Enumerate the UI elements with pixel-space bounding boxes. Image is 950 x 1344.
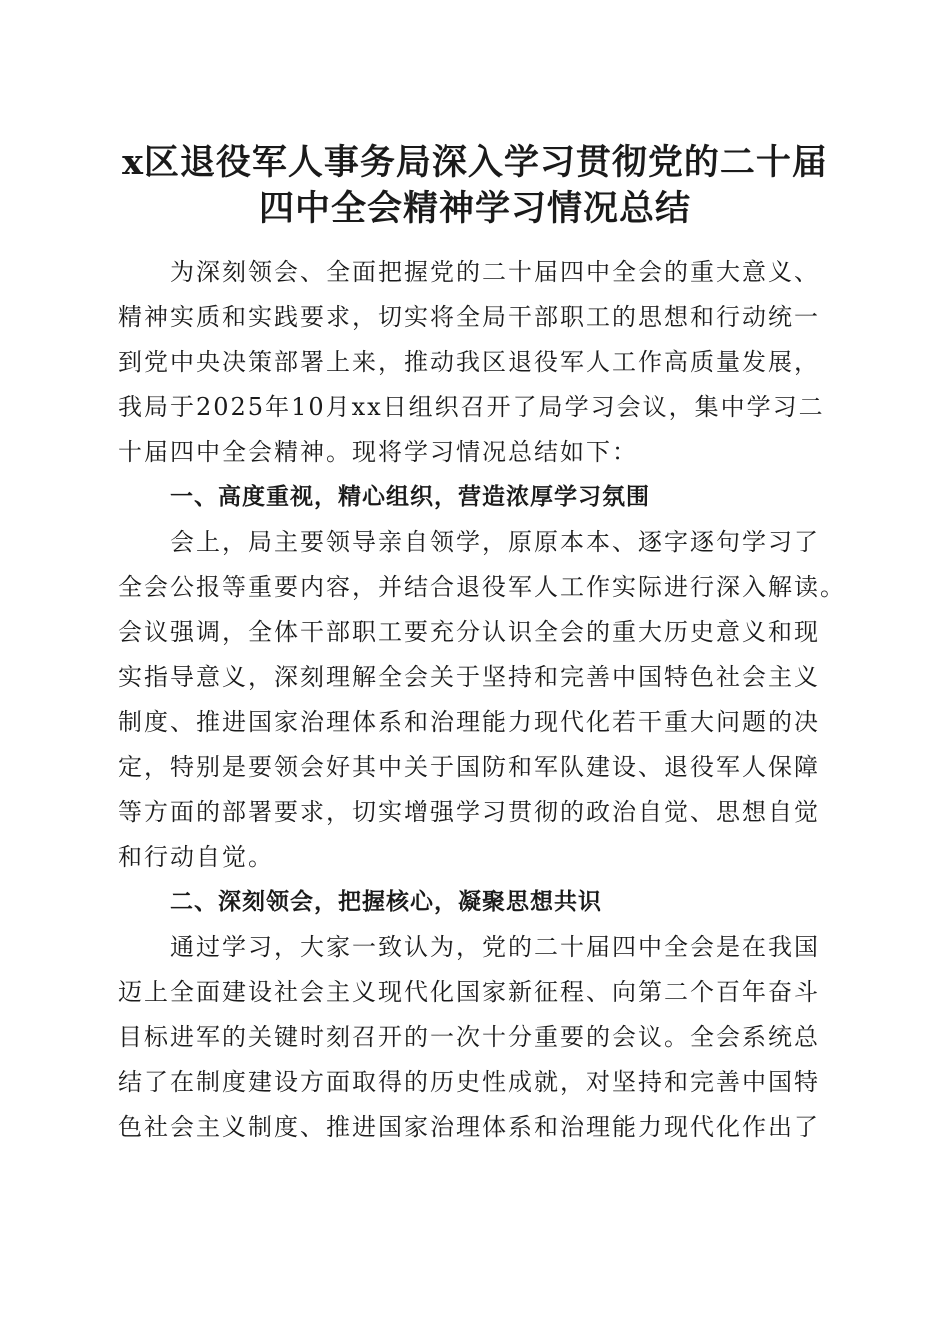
document-title (100, 140, 850, 232)
title-line-1: x区退役军人事务局深入学习贯彻党的二十届 (122, 142, 828, 183)
paragraph-line: 和行动自觉。 (118, 843, 274, 871)
paragraph-line: 迈上全面建设社会主义现代化国家新征程、向第二个百年奋斗 (118, 978, 820, 1006)
paragraph-line: 为深刻领会、全面把握党的二十届四中全会的重大意义、 (170, 258, 820, 286)
paragraph-line: 精神实质和实践要求，切实将全局干部职工的思想和行动统一 (118, 303, 820, 331)
paragraph-line: 实指导意义，深刻理解全会关于坚持和完善中国特色社会主义 (118, 663, 820, 691)
section-2-heading: 二、深刻领会，把握核心，凝聚思想共识 (170, 889, 602, 915)
title-line-2: 四中全会精神学习情况总结 (258, 188, 691, 229)
paragraph-line: 我局于2025年10月xx日组织召开了局学习会议，集中学习二 (118, 393, 825, 421)
paragraph-line: 色社会主义制度、推进国家治理体系和治理能力现代化作出了 (118, 1113, 820, 1141)
section-2 (118, 880, 830, 1150)
paragraph-line: 到党中央决策部署上来，推动我区退役军人工作高质量发展， (118, 348, 820, 376)
paragraph-line: 目标进军的关键时刻召开的一次十分重要的会议。全会系统总 (118, 1023, 820, 1051)
paragraph-line: 通过学习，大家一致认为，党的二十届四中全会是在我国 (170, 933, 820, 961)
section-1 (118, 475, 846, 880)
document-body (118, 250, 846, 1150)
paragraph-line: 定，特别是要领会好其中关于国防和军队建设、退役军人保障 (118, 753, 820, 781)
paragraph-line: 会上，局主要领导亲自领学，原原本本、逐字逐句学习了 (170, 528, 820, 556)
paragraph-line: 十届四中全会精神。现将学习情况总结如下： (118, 438, 638, 466)
paragraph-line: 制度、推进国家治理体系和治理能力现代化若干重大问题的决 (118, 708, 820, 736)
paragraph-line: 结了在制度建设方面取得的历史性成就，对坚持和完善中国特 (118, 1068, 820, 1096)
paragraph-line: 会议强调，全体干部职工要充分认识全会的重大历史意义和现 (118, 618, 820, 646)
paragraph-line: 等方面的部署要求，切实增强学习贯彻的政治自觉、思想自觉 (118, 798, 820, 826)
paragraph-line: 全会公报等重要内容，并结合退役军人工作实际进行深入解读。 (118, 573, 846, 601)
section-1-heading: 一、高度重视，精心组织，营造浓厚学习氛围 (170, 484, 650, 510)
intro-paragraph (118, 250, 830, 475)
